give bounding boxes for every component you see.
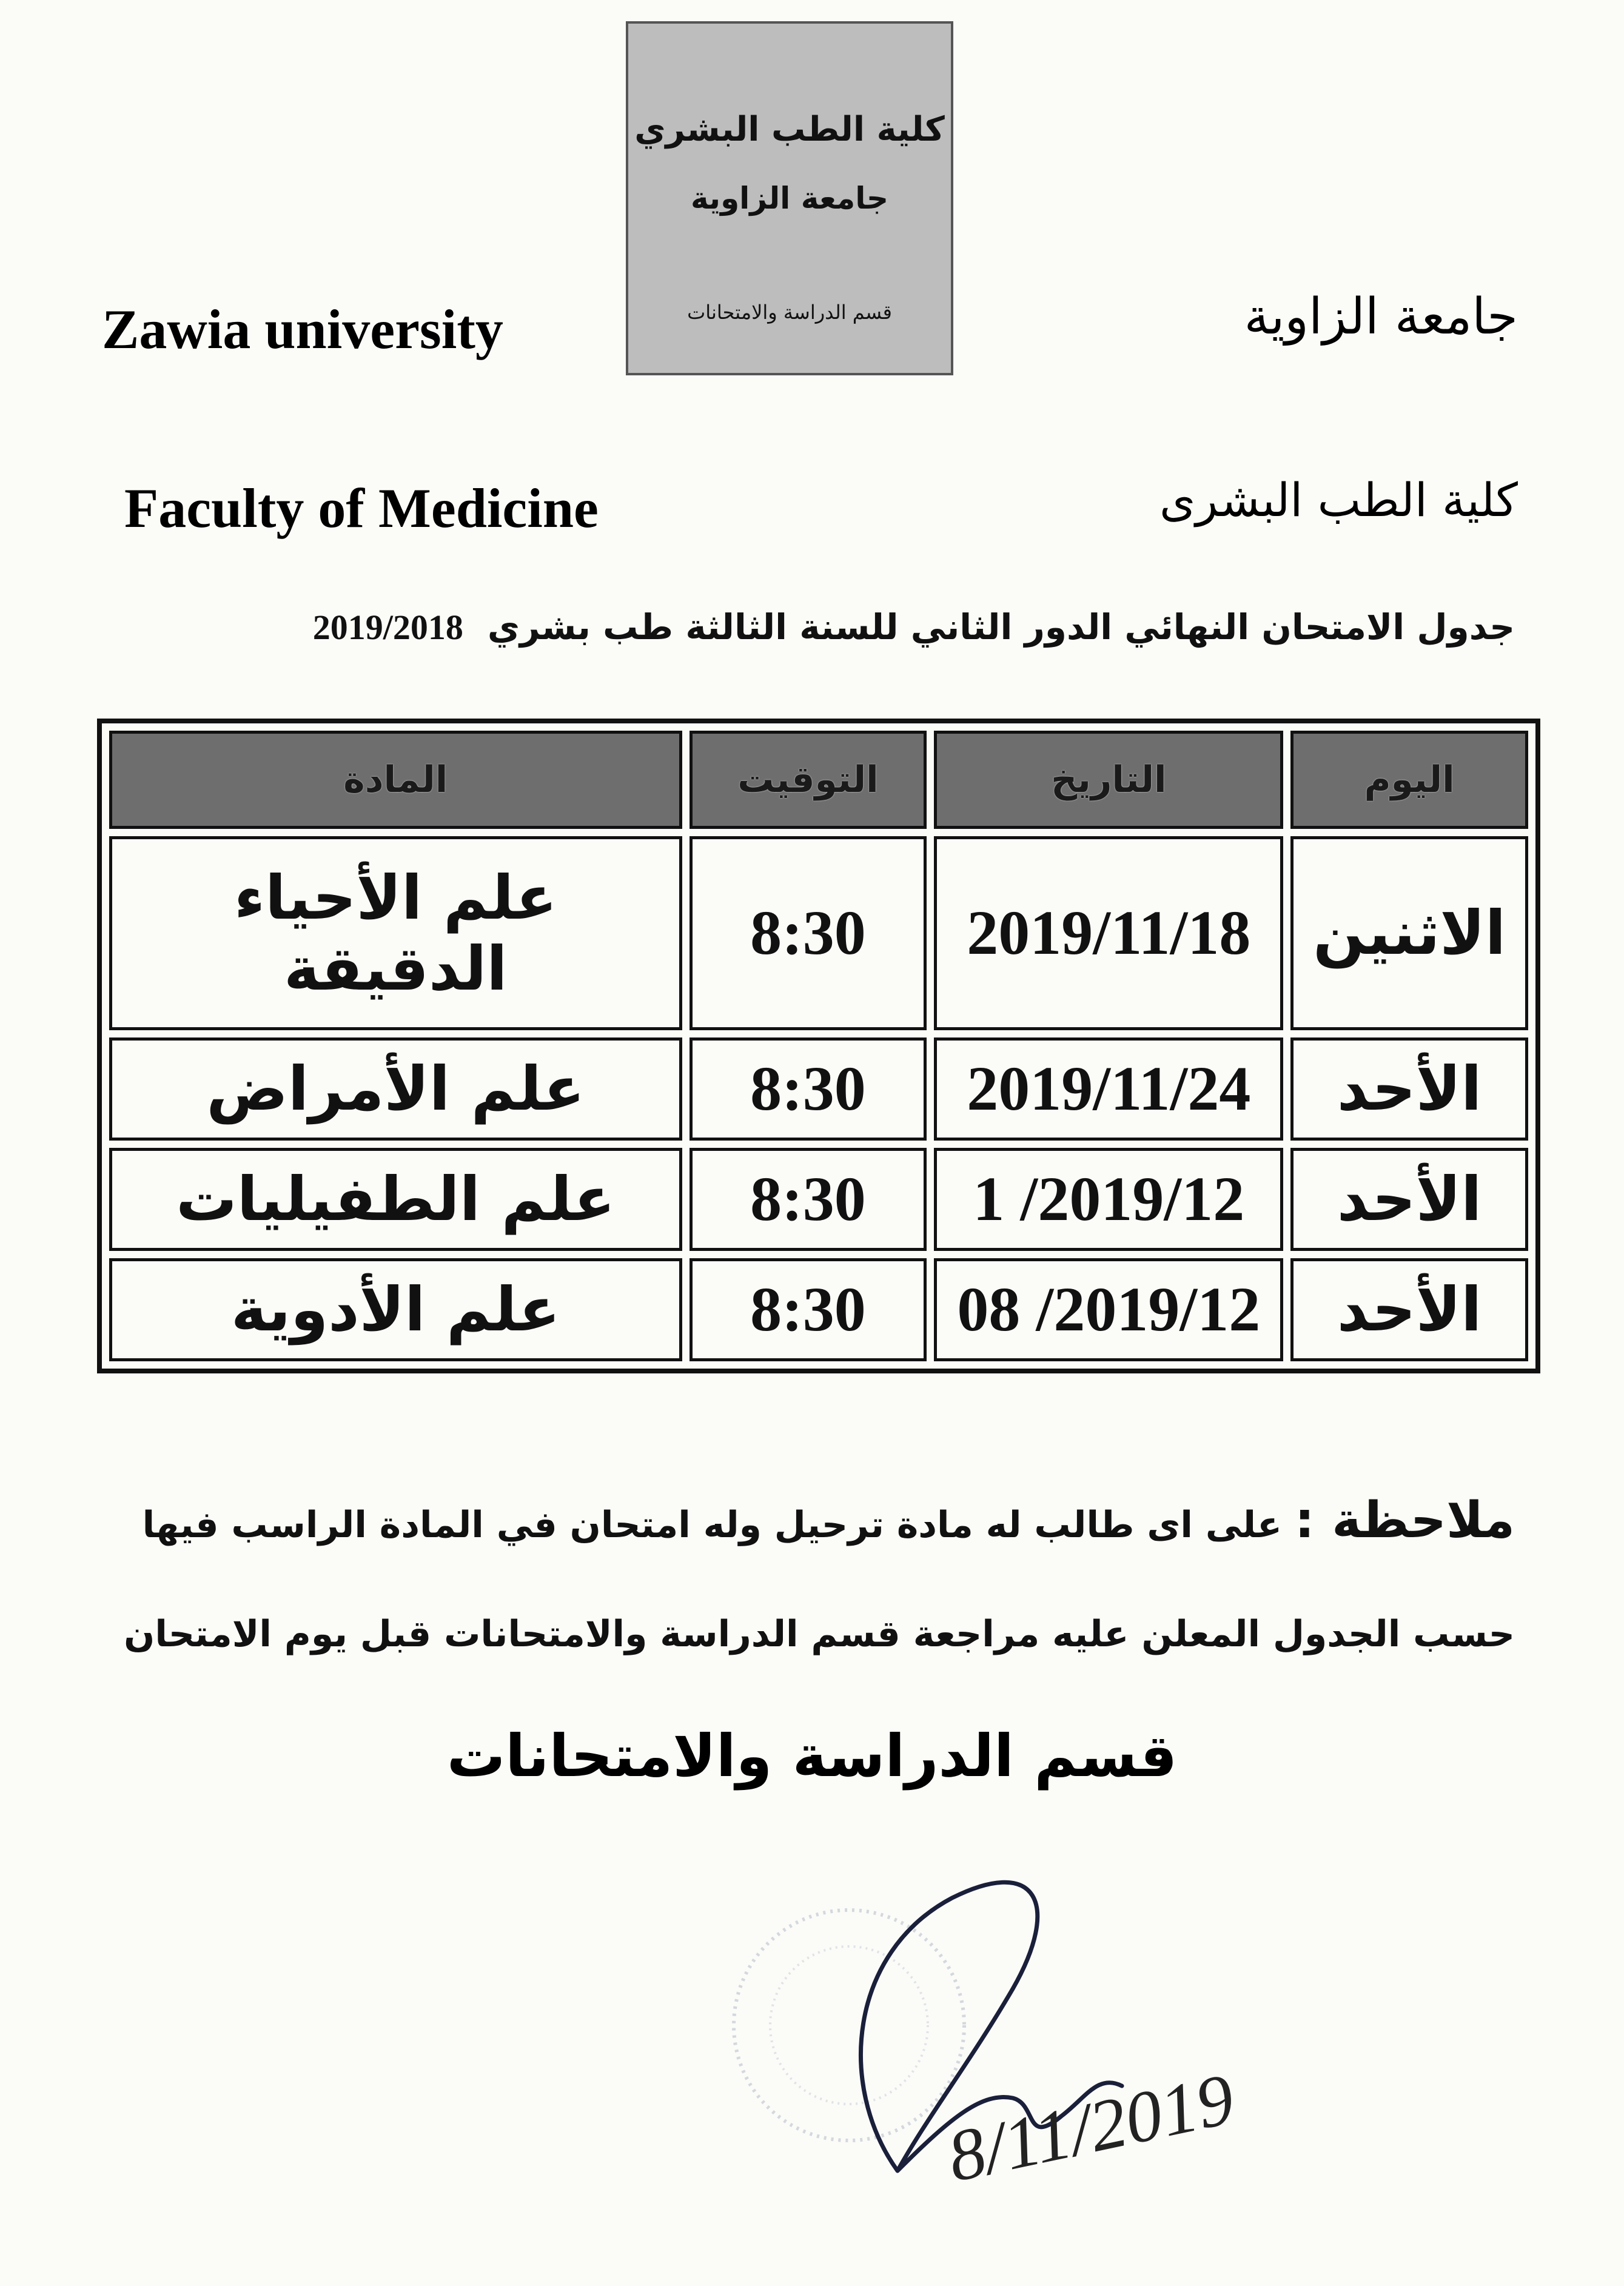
cell-subject: علم الأمراض xyxy=(109,1037,682,1141)
header-date: التاريخ xyxy=(934,731,1283,829)
cell-time: 8:30 xyxy=(690,1148,927,1251)
table-row xyxy=(109,1258,1528,1361)
header-subject: المادة xyxy=(109,731,682,829)
university-name-en: Zawia university xyxy=(102,298,503,360)
stamp-line-faculty: كلية الطب البشري xyxy=(634,109,945,149)
table-row xyxy=(109,1037,1528,1141)
cell-day: الأحد xyxy=(1290,1148,1528,1251)
cell-date: 2019/11/18 xyxy=(934,836,1283,1030)
cell-date: 2019/12/ 08 xyxy=(934,1258,1283,1361)
faded-round-stamp xyxy=(734,1910,964,2140)
header-day: اليوم xyxy=(1290,731,1528,829)
schedule-title-text: جدول الامتحان النهائي الدور الثاني للسنة الثالثة طب بشري xyxy=(487,606,1515,648)
cell-time: 8:30 xyxy=(690,1258,927,1361)
faded-round-stamp-inner xyxy=(770,1946,928,2104)
university-name-ar: جامعة الزاوية xyxy=(1244,288,1518,346)
cell-date: 2019/12/ 1 xyxy=(934,1148,1283,1251)
cell-time: 8:30 xyxy=(690,1037,927,1141)
table-row xyxy=(109,1148,1528,1251)
cell-day: الاثنين xyxy=(1290,836,1528,1030)
cell-day: الأحد xyxy=(1290,1037,1528,1141)
faculty-name-en: Faculty of Medicine xyxy=(124,477,599,539)
stamp-line-department: قسم الدراسة والامتحانات xyxy=(687,300,892,324)
cell-subject: علم الأحياء الدقيقة xyxy=(109,836,682,1030)
cell-day: الأحد xyxy=(1290,1258,1528,1361)
note-label: ملاحظة : xyxy=(1294,1492,1515,1549)
cell-time: 8:30 xyxy=(690,836,927,1030)
note-text-1: على اى طالب له مادة ترحيل وله امتحان في المادة الراسب فيها xyxy=(142,1504,1283,1546)
header-time: التوقيت xyxy=(690,731,927,829)
table-header-row xyxy=(109,731,1528,829)
signature-date: 8/11/2019 xyxy=(941,2057,1241,2197)
cell-date: 2019/11/24 xyxy=(934,1037,1283,1141)
cell-subject: علم الطفيليات xyxy=(109,1148,682,1251)
academic-year: 2019/2018 xyxy=(312,608,463,647)
cell-subject: علم الأدوية xyxy=(109,1258,682,1361)
schedule-title xyxy=(313,606,1515,648)
exam-schedule-table xyxy=(97,719,1540,1373)
note-line-1 xyxy=(143,1492,1515,1549)
signature-stamp-area xyxy=(697,1831,1364,2256)
stamp-line-university: جامعة الزاوية xyxy=(690,180,889,216)
faculty-name-ar: كلية الطب البشرى xyxy=(1159,473,1518,527)
table-row xyxy=(109,836,1528,1030)
note-line-2: حسب الجدول المعلن عليه مراجعة قسم الدراسة والامتحانات قبل يوم الامتحان xyxy=(124,1613,1515,1655)
department-signature-title: قسم الدراسة والامتحانات xyxy=(446,1722,1178,1790)
official-stamp xyxy=(626,21,953,375)
